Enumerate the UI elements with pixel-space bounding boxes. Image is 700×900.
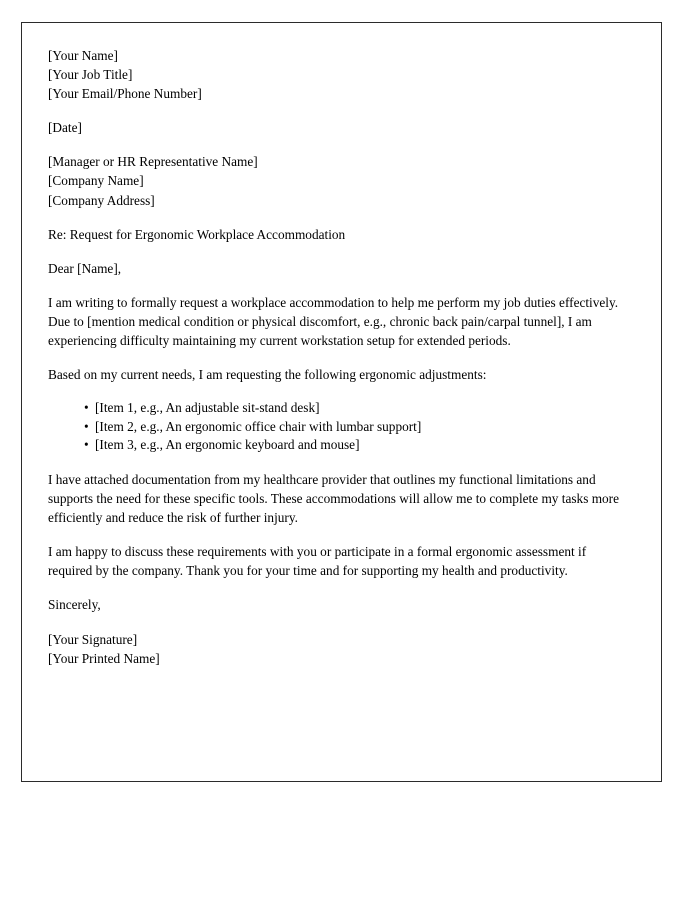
sender-title-line: [Your Job Title]	[48, 67, 133, 83]
salutation: Dear [Name],	[48, 260, 122, 276]
bullet-icon: •	[84, 437, 89, 453]
list-item	[84, 436, 626, 455]
list-item-label: [Item 2, e.g., An ergonomic office chair with lumbar support]	[95, 418, 422, 434]
recipient-name-line: [Manager or HR Representative Name]	[48, 154, 258, 170]
recipient-block	[48, 152, 626, 209]
letter-content	[48, 46, 626, 668]
bullet-icon: •	[84, 418, 89, 434]
paragraph-documentation: I have attached documentation from my healthcare provider that outlines my functional limitations and supports the need for these specific tools. These accommodations will allow me to complete my tasks more efficiently and reduce the risk of further injury.	[48, 472, 620, 526]
signature-block	[48, 630, 626, 668]
list-item	[84, 418, 626, 437]
subject-line: Re: Request for Ergonomic Workplace Accommodation	[48, 226, 346, 242]
signature-line: [Your Signature]	[48, 631, 138, 647]
printed-name-line: [Your Printed Name]	[48, 650, 160, 666]
sender-block	[48, 46, 626, 103]
letter-page-frame	[21, 22, 662, 782]
list-item-label: [Item 1, e.g., An adjustable sit-stand desk]	[95, 400, 320, 416]
list-item	[84, 399, 626, 418]
paragraph-request-intro: Based on my current needs, I am requesting the following ergonomic adjustments:	[48, 367, 487, 383]
date-block	[48, 118, 626, 137]
sender-name-line: [Your Name]	[48, 48, 118, 63]
date-line: [Date]	[48, 120, 82, 136]
sign-off: Sincerely,	[48, 597, 101, 613]
bullet-icon: •	[84, 400, 89, 416]
recipient-address-line: [Company Address]	[48, 192, 155, 208]
paragraph-opening: I am writing to formally request a workplace accommodation to help me perform my job duties effectively. Due to [mention medical condition or physical discomfort, e.g., chronic back pain/carpal tunnel], I am experiencing difficulty maintaining my current workstation setup for extended periods.	[48, 294, 619, 349]
paragraph-closing: I am happy to discuss these requirements with you or participate in a formal ergonomic assessment if required by the company. Thank you for your time and for supporting my health and productivity.	[48, 544, 587, 579]
recipient-company-line: [Company Name]	[48, 173, 144, 189]
requested-items-list	[48, 399, 626, 455]
list-item-label: [Item 3, e.g., An ergonomic keyboard and mouse]	[95, 437, 360, 453]
sender-contact-line: [Your Email/Phone Number]	[48, 86, 202, 102]
